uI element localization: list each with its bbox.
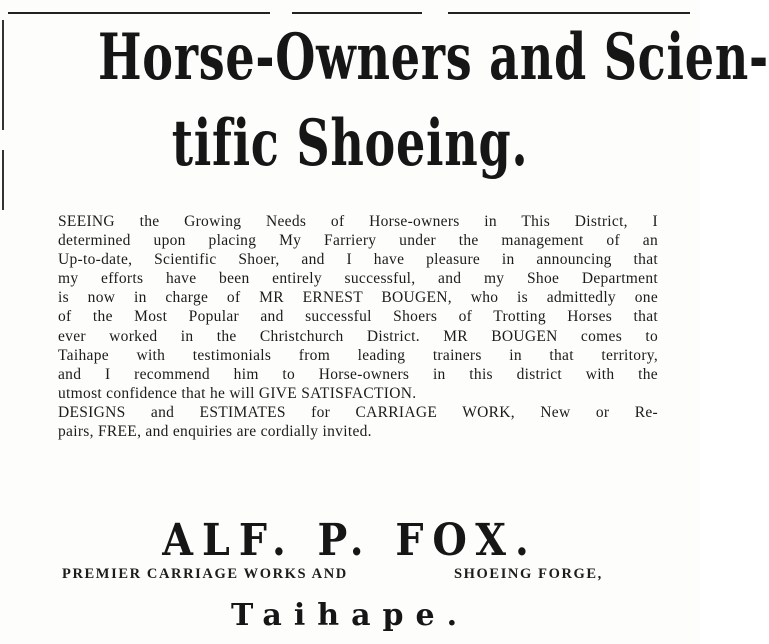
body-line: my efforts have been entirely successful, and my Shoe Department — [58, 270, 658, 288]
headline-line-1: Horse-Owners and Scien- — [97, 20, 769, 95]
headline-line-2: tific Shoeing. — [171, 106, 529, 181]
body-line: Taihape with testimonials from leading trainers in that territory, — [58, 346, 658, 364]
body-line: utmost confidence that he will GIVE SATISFACTION. — [58, 384, 417, 402]
body-line: of the Most Popular and successful Shoers of Trotting Horses that — [58, 308, 658, 326]
body-line: is now in charge of MR ERNEST BOUGEN, who is admittedly one — [58, 289, 658, 307]
body-line: Up-to-date, Scientific Shoer, and I have pleasure in announcing that — [58, 251, 658, 269]
forge-label: SHOEING FORGE, — [454, 566, 603, 582]
advertisement-body — [58, 212, 658, 441]
top-border-rule — [292, 12, 422, 14]
top-border-rule — [448, 12, 690, 14]
body-line: ever worked in the Christchurch District. MR BOUGEN comes to — [58, 327, 658, 345]
body-line: SEEING the Growing Needs of Horse-owners in This District, I — [58, 213, 658, 230]
body-line: determined upon placing My Farriery under the management of an — [58, 232, 658, 250]
body-line: DESIGNS and ESTIMATES for CARRIAGE WORK, New or Re- — [58, 403, 658, 421]
works-label: PREMIER CARRIAGE WORKS AND — [62, 566, 348, 582]
top-border-rule — [8, 12, 270, 14]
advertiser-name: ALF. P. FOX. — [162, 515, 538, 566]
column-margin-line — [2, 20, 4, 130]
body-line: and I recommend him to Horse-owners in this district with the — [58, 365, 658, 383]
column-margin-line — [2, 150, 4, 210]
body-line: pairs, FREE, and enquiries are cordially invited. — [58, 423, 372, 441]
town-name: Taihape. — [230, 598, 470, 633]
